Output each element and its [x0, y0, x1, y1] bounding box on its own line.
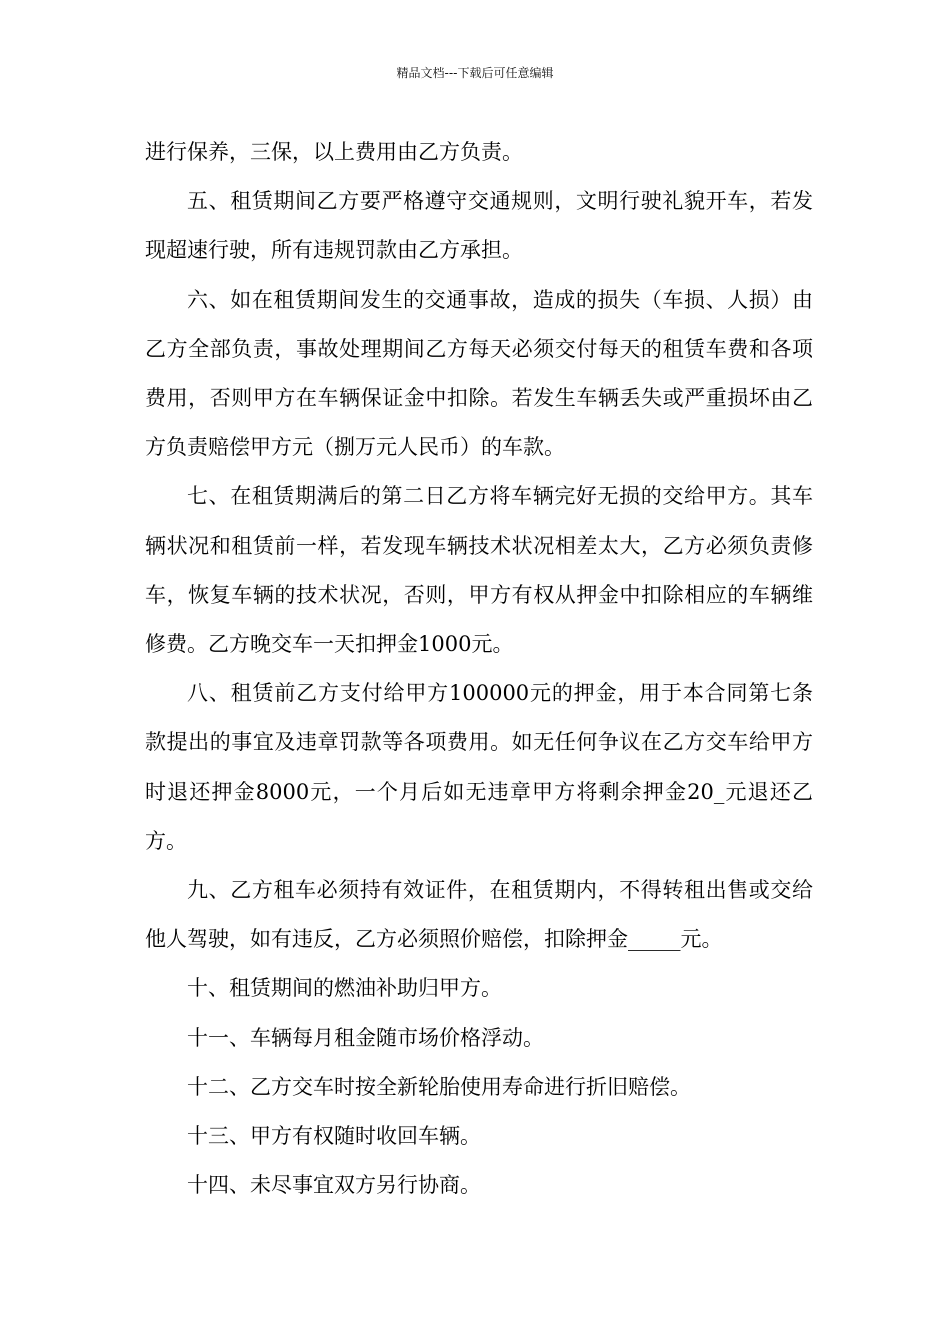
- paragraph-clause-8: 八、租赁前乙方支付给甲方100000元的押金，用于本合同第七条款提出的事宜及违章罚款等各项费用。如无任何争议在乙方交车给甲方时退还押金8000元，一个月后如无违章甲方将剩余押金20_元退还乙方。: [145, 681, 813, 853]
- paragraph-clause-7: 七、在租赁期满后的第二日乙方将车辆完好无损的交给甲方。其车辆状况和租赁前一样，若发现车辆技术状况相差太大，乙方必须负责修车，恢复车辆的技术状况，否则，甲方有权从押金中扣除相应的车辆维修费。乙方晚交车一天扣押金1000元。: [145, 484, 813, 657]
- document-body: [145, 128, 813, 1210]
- paragraph-clause-14: 十四、未尽事宜双方另行协商。: [187, 1173, 481, 1198]
- paragraph-clause-12: 十二、乙方交车时按全新轮胎使用寿命进行折旧赔偿。: [187, 1074, 691, 1099]
- paragraph-clause-11: 十一、车辆每月租金随市场价格浮动。: [187, 1025, 544, 1050]
- paragraph-clause-9: 九、乙方租车必须持有效证件，在租赁期内，不得转租出售或交给他人驾驶，如有违反，乙方必须照价赔偿，扣除押金_____元。: [145, 878, 813, 952]
- paragraph-continuation: 进行保养，三保，以上费用由乙方负责。: [145, 140, 523, 164]
- paragraph-clause-6: 六、如在租赁期间发生的交通事故，造成的损失（车损、人损）由乙方全部负责，事故处理期间乙方每天必须交付每天的租赁车费和各项费用，否则甲方在车辆保证金中扣除。若发生车辆丢失或严重损坏由乙方负责赔偿甲方元（捌万元人民币）的车款。: [145, 287, 813, 460]
- page-header: 精品文档---下载后可任意编辑: [396, 66, 554, 80]
- paragraph-clause-5: 五、租赁期间乙方要严格遵守交通规则，文明行驶礼貌开车，若发现超速行驶，所有违规罚款由乙方承担。: [145, 189, 813, 263]
- paragraph-clause-13: 十三、甲方有权随时收回车辆。: [187, 1124, 481, 1149]
- paragraph-clause-10: 十、租赁期间的燃油补助归甲方。: [187, 976, 502, 1001]
